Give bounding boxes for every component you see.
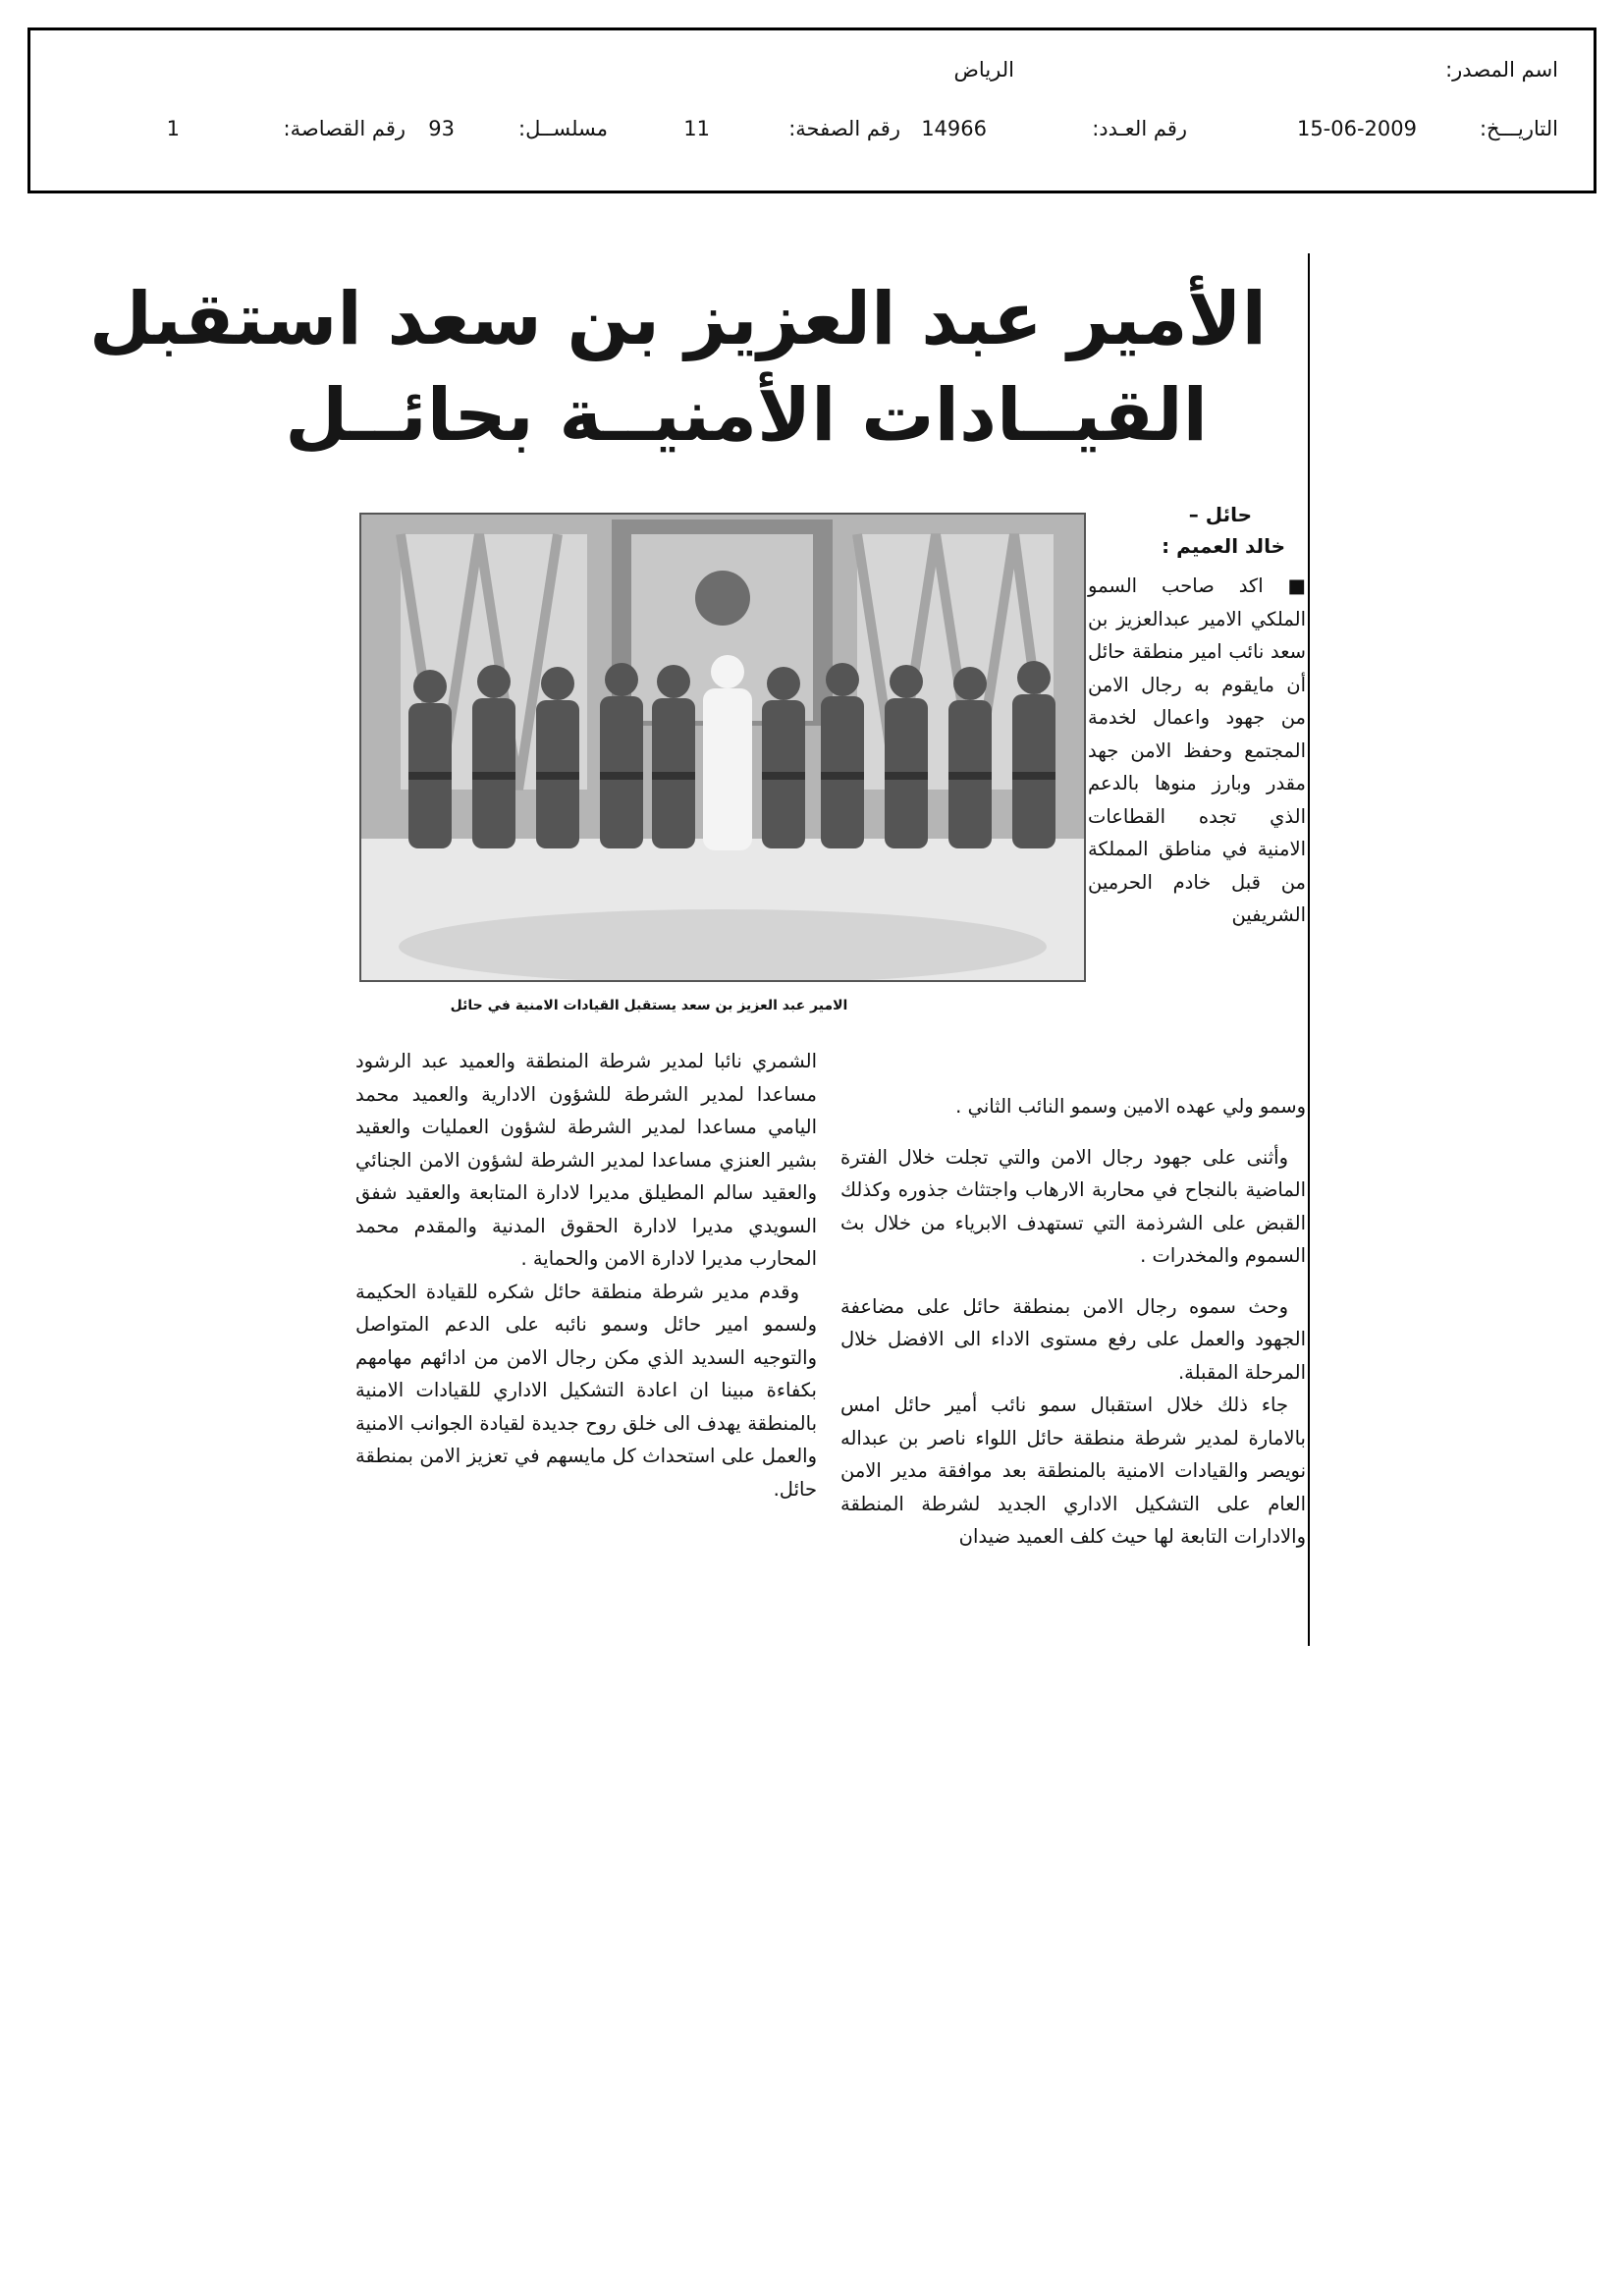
source-label: اسم المصدر: [1445, 58, 1558, 82]
column-rule [1308, 253, 1310, 1646]
paragraph: وسمو ولي عهده الامين وسمو النائب الثاني . [955, 1095, 1306, 1118]
paragraph: وحث سموه رجال الامن بمنطقة حائل على مضاعفة الجهود والعمل على رفع مستوى الاداء الى الافضل خلال المرحلة المقبلة. [840, 1294, 1306, 1384]
issue-value: 14966 [921, 117, 987, 140]
dateline: حائل – [1188, 503, 1252, 526]
paragraph: الشمري نائبا لمدير شرطة المنطقة والعميد عبد الرشود مساعدا لمدير الشرطة للشؤون الادارية والعميد محمد اليامي مساعدا لمدير الشرطة لشؤون العمليات والعقيد بشير العنزي مساعدا لمدير الشرطة لشؤون الامن الجنائي والعقيد سالم المطيلق مديرا لادارة المتابعة والعقيد شفق السويدي مديرا لادارة الحقوق المدنية والمقدم محمد المحارب مديرا لادارة الامن والحماية . [355, 1050, 817, 1270]
photo-caption: الامير عبد العزيز بن سعد يستقبل القيادات الامنية في حائل [450, 998, 848, 1013]
date-value: 15-06-2009 [1296, 117, 1417, 140]
article-photo [359, 513, 1086, 982]
clip-value: 1 [166, 117, 180, 140]
serial-value: 93 [428, 117, 455, 140]
headline-line-1: الأمير عبد العزيز بن سعد استقبل [88, 277, 1267, 361]
page-value: 11 [683, 117, 710, 140]
author-name: خالد العميم : [1162, 534, 1285, 558]
paragraph: جاء ذلك خلال استقبال سمو نائب أمير حائل امس بالامارة لمدير شرطة منطقة حائل اللواء ناصر بن عبداله نويصر والقيادات الامنية بالمنطقة بعد موافقة مدير الامن العام على التشكيل الاداري الجديد لشرطة المنطقة والادارات التابعة لها حيث كلف العميد ضيدان [840, 1394, 1306, 1548]
source-value: الرياض [953, 58, 1014, 82]
issue-label: رقم العـدد: [1092, 117, 1187, 140]
paragraph: ■ اكد صاحب السمو الملكي الامير عبدالعزيز بن سعد نائب امير منطقة حائل أن مايقوم به رجال الامن من جهود واعمال لخدمة المجتمع وحفظ الامن جهد مقدر وبارز منوها بالدعم الذي تجده القطاعات الامنية في مناطق المملكة من قبل خادم الحرمين الشريفين [1088, 574, 1306, 926]
paragraph: وقدم مدير شرطة منطقة حائل شكره للقيادة الحكيمة ولسمو امير حائل وسمو نائبه على الدعم المتواصل والتوجيه السديد الذي مكن رجال الامن من ادائهم مهامهم بكفاءة مبينا ان اعادة التشكيل الاداري للقيادات الامنية بالمنطقة يهدف الى خلق روح جديدة لقيادة الجوانب الامنية والعمل على استحداث كل مايسهم في تعزيز الامن بمنطقة حائل. [355, 1280, 817, 1501]
page-label: رقم الصفحة: [788, 117, 900, 140]
date-label: التاريـــخ: [1479, 117, 1558, 140]
article-column-right-top [1088, 570, 1306, 932]
officers-group-photo [361, 515, 1084, 980]
headline-line-2: القيــادات الأمنيــة بحائــل [285, 373, 1208, 458]
clipping-metadata-box [27, 27, 1596, 193]
clip-label: رقم القصاصة: [283, 117, 406, 140]
article-column-left [355, 1045, 817, 1505]
serial-label: مسلســل: [518, 117, 608, 140]
article-column-right-bottom [840, 1090, 1306, 1554]
paragraph: وأثنى على جهود رجال الامن والتي تجلت خلال الفترة الماضية بالنجاح في محاربة الارهاب واجتثاث جذوره وكذلك القبض على الشرذمة التي تستهدف الابرياء من خلال بث السموم والمخدرات . [840, 1145, 1306, 1267]
